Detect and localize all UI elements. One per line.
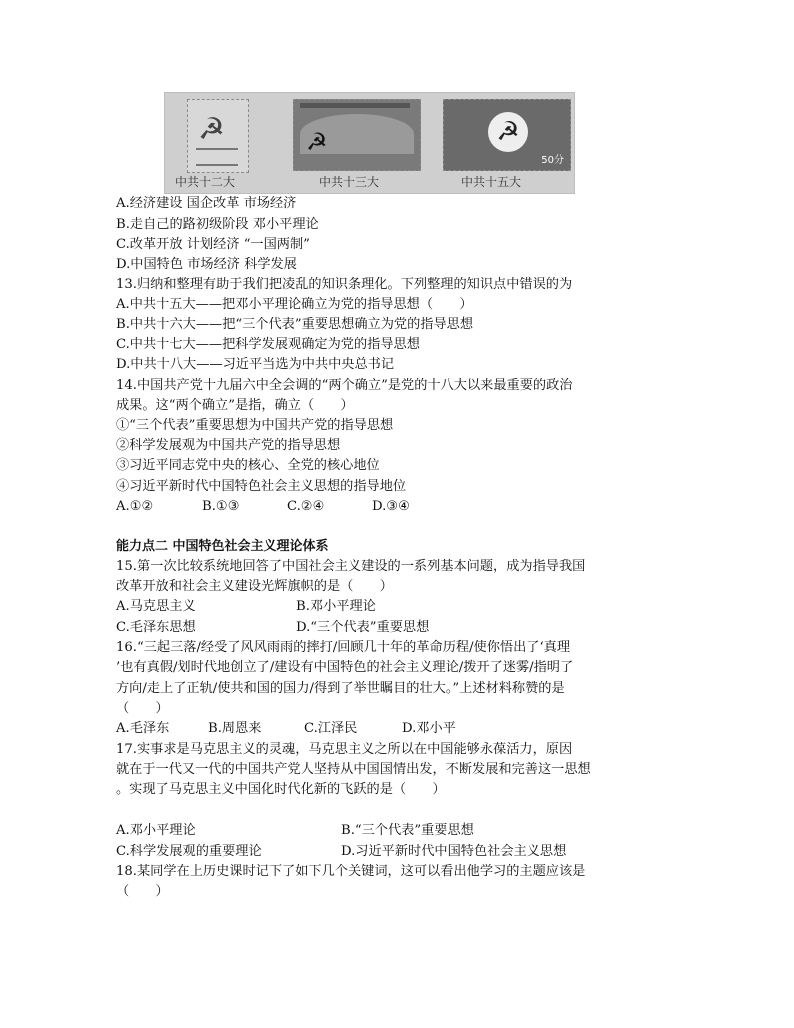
- q14-item-4: ④习近平新时代中国特色社会主义思想的指导地位: [116, 479, 407, 494]
- q15-option-d: D.“三个代表”重要思想: [296, 620, 430, 635]
- q12-option-c: C.改革开放 计划经济 “一国两制”: [116, 237, 310, 252]
- q14-item-2: ②科学发展观为中国共产党的指导思想: [116, 438, 341, 453]
- section-heading: 能力点二 中国特色社会主义理论体系: [116, 539, 329, 554]
- q14-item-3: ③习近平同志党中央的核心、全党的核心地位: [116, 458, 380, 473]
- q12-option-a: A.经济建设 国企改革 市场经济: [116, 196, 297, 211]
- q13-option-d: D.中共十八大——习近平当选为中共中央总书记: [116, 357, 395, 372]
- stamp-value: 50分: [541, 155, 564, 166]
- q15-option-b: B.邓小平理论: [296, 599, 376, 614]
- q14-stem-line2: 成果。这“两个确立”是指，确立（ ）: [116, 398, 354, 413]
- hammer-sickle-icon: ☭: [306, 128, 328, 156]
- stamp-12th-congress: [187, 99, 249, 173]
- q16-stem-line3: 方向/走上了正轨/使共和国的国力/得到了举世瞩目的壮大。”上述材料称赞的是: [116, 681, 565, 696]
- q16-option-a: A.毛泽东: [116, 721, 170, 736]
- q15-stem-line2: 改革开放和社会主义建设光辉旗帜的是（ ）: [116, 579, 393, 594]
- q13-stem: 13.归纳和整理有助于我们把凌乱的知识条理化。下列整理的知识点中错误的为: [116, 277, 573, 292]
- q14-item-1: ①“三个代表”重要思想为中国共产党的指导思想: [116, 418, 394, 433]
- stamp-text-lines: [196, 148, 238, 166]
- q16-option-d: D.邓小平: [402, 721, 456, 736]
- q16-stem-line1: 16.“三起三落/经受了风风雨雨的摔打/回顾几十年的革命历程/使你悟出了‘真理: [116, 640, 571, 655]
- q16-option-b: B.周恩来: [208, 721, 262, 736]
- stamp-13th-congress: [293, 99, 421, 171]
- q17-option-c: C.科学发展观的重要理论: [116, 844, 262, 859]
- q17-option-a: A.邓小平理论: [116, 823, 196, 838]
- q15-option-a: A.马克思主义: [116, 599, 196, 614]
- q14-option-a: A.①②: [116, 499, 154, 514]
- q15-stem-line1: 15.第一次比较系统地回答了中国社会主义建设的一系列基本问题，成为指导我国: [116, 559, 586, 574]
- q15-option-c: C.毛泽东思想: [116, 620, 196, 635]
- hammer-sickle-icon: ☭: [488, 112, 528, 152]
- q13-option-c: C.中共十七大——把科学发展观确定为党的指导思想: [116, 337, 420, 352]
- q12-option-d: D.中国特色 市场经济 科学发展: [116, 257, 297, 272]
- stamp-header-band: [300, 103, 410, 108]
- stamp-15th-congress: [443, 99, 571, 171]
- q18-stem-line1: 18.某同学在上历史课时记下了如下几个关键词，这可以看出他学习的主题应该是: [116, 864, 586, 879]
- q16-stem-line4: （ ）: [116, 701, 169, 716]
- q17-stem-line3: 。实现了马克思主义中国化时代化新的飞跃的是（ ）: [116, 782, 446, 797]
- q16-stem-line2: ’也有真假/划时代地创立了/建设有中国特色的社会主义理论/拨开了迷雾/指明了: [116, 660, 574, 675]
- q18-stem-line2: （ ）: [116, 884, 169, 899]
- q13-option-b: B.中共十六大——把“三个代表”重要思想确立为党的指导思想: [116, 317, 474, 332]
- q17-stem-line2: 就在于一代又一代的中国共产党人坚持从中国国情出发，不断发展和完善这一思想: [116, 762, 591, 777]
- caption-15th: 中共十五大: [461, 175, 522, 189]
- stamp-figure: [164, 92, 575, 194]
- q14-option-d: D.③④: [372, 499, 410, 514]
- q14-option-b: B.①③: [202, 499, 240, 514]
- q12-option-b: B.走自己的路初级阶段 邓小平理论: [116, 217, 319, 232]
- caption-12th: 中共十二大: [175, 175, 236, 189]
- q17-stem-line1: 17.实事求是马克思主义的灵魂，马克思主义之所以在中国能够永葆活力，原因: [116, 742, 573, 757]
- q17-option-d: D.习近平新时代中国特色社会主义思想: [341, 844, 567, 859]
- caption-13th: 中共十三大: [319, 175, 380, 189]
- q17-option-b: B.“三个代表”重要思想: [341, 823, 474, 838]
- hammer-sickle-icon: ☭: [198, 112, 225, 147]
- q16-option-c: C.江泽民: [304, 721, 358, 736]
- q13-option-a: A.中共十五大——把邓小平理论确立为党的指导思想（ ）: [116, 297, 473, 312]
- q14-option-c: C.②④: [287, 499, 325, 514]
- q14-stem-line1: 14.中国共产党十九届六中全会调的“两个确立”是党的十八大以来最重要的政治: [116, 378, 573, 393]
